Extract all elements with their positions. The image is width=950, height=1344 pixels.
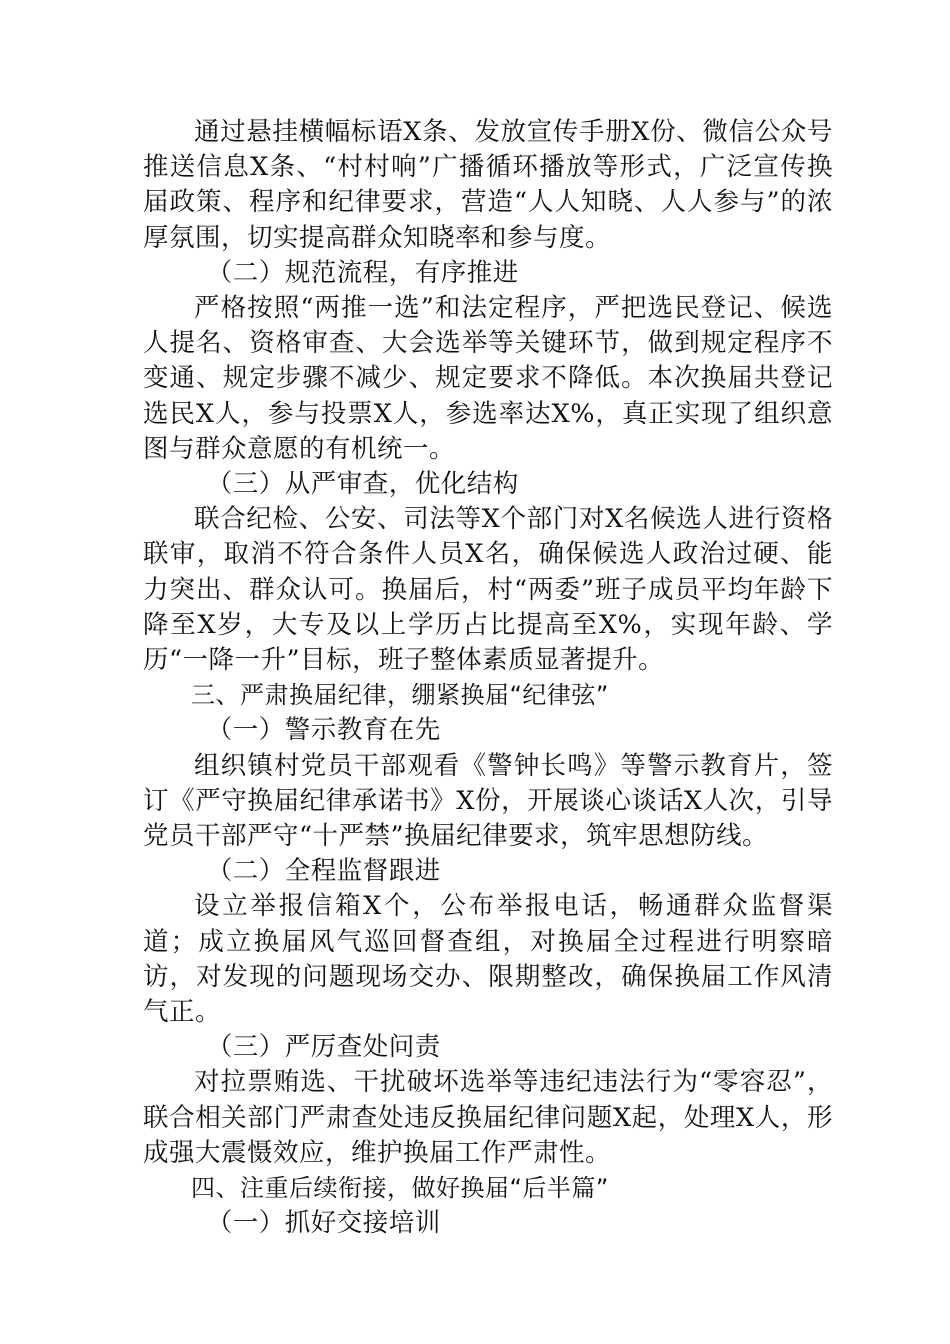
paragraph-publicity: 通过悬挂横幅标语X条、发放宣传手册X份、微信公众号推送信息X条、“村村响”广播循环播放等形式，广泛宣传换届政策、程序和纪律要求，营造“人人知晓、人人参与”的浓厚氛围，切实提高群众知晓率和参与度。 [143,117,833,253]
paragraph-accountability: 对拉票贿选、干扰破坏选举等违纪违法行为“零容忍”，联合相关部门严肃查处违反换届纪律问题X起，处理X人，形成强大震慑效应，维护换届工作严肃性。 [143,1067,833,1168]
document-body [143,115,833,1242]
subheading-supervision: （二）全程监督跟进 [206,856,441,887]
section-heading-discipline: 三、严肃换届纪律，绷紧换届“纪律弦” [191,681,609,710]
paragraph-supervision: 设立举报信箱X个，公布举报电话，畅通群众监督渠道；成立换届风气巡回督查组，对换届全过程进行明察暗访，对发现的问题现场交办、限期整改，确保换届工作风清气正。 [143,891,833,1028]
paragraph-warning-education: 组织镇村党员干部观看《警钟长鸣》等警示教育片，签订《严守换届纪律承诺书》X份，开展谈心谈话X人次，引导党员干部严守“十严禁”换届纪律要求，筑牢思想防线。 [143,750,833,852]
paragraph-candidate-review: 联合纪检、公安、司法等X个部门对X名候选人进行资格联审，取消不符合条件人员X名，确保候选人政治过硬、能力突出、群众认可。换届后，村“两委”班子成员平均年龄下降至X岁，大专及以上学历占比提高至X%，实现年龄、学历“一降一升”目标，班子整体素质显著提升。 [143,504,833,676]
subheading-warning-education: （一）警示教育在先 [206,715,441,746]
subheading-accountability: （三）严厉查处问责 [206,1032,441,1063]
subheading-strict-review: （三）从严审查，优化结构 [206,469,519,500]
section-heading-follow-up: 四、注重后续衔接，做好换届“后半篇” [191,1174,609,1203]
subheading-handover-training: （一）抓好交接培训 [206,1208,441,1239]
paragraph-election-procedure: 严格按照“两推一选”和法定程序，严把选民登记、候选人提名、资格审查、大会选举等关键环节，做到规定程序不变通、规定步骤不减少、规定要求不降低。本次换届共登记选民X人，参与投票X人，参选率达X%，真正实现了组织意图与群众意愿的有机统一。 [143,293,833,464]
subheading-standardize-process: （二）规范流程，有序推进 [206,257,519,288]
